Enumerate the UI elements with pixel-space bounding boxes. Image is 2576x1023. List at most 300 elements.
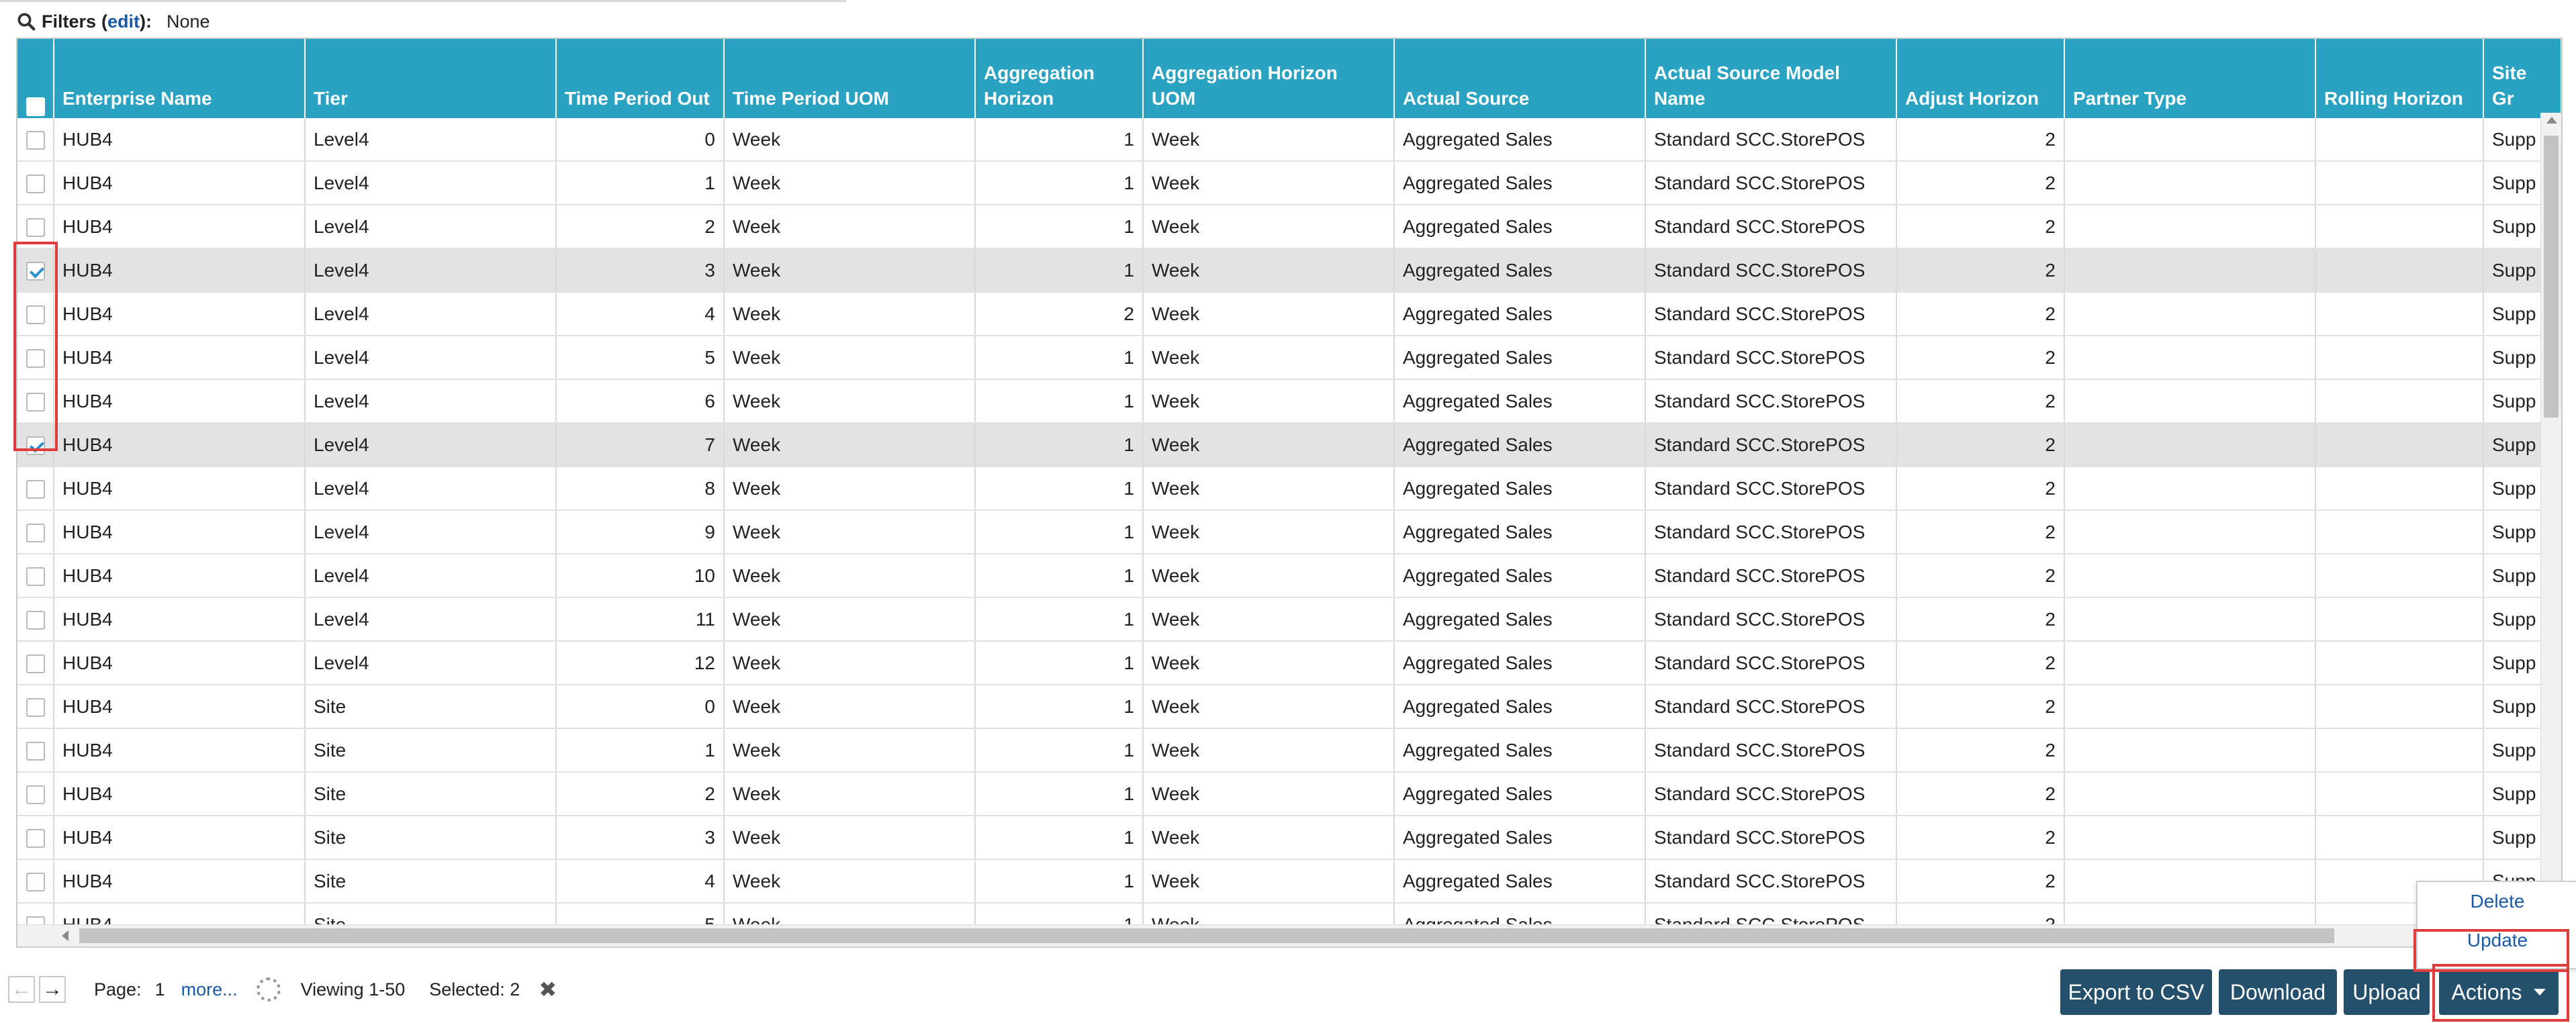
cell-actual-source: Aggregated Sales [1394, 859, 1645, 903]
cell-adjust-horizon: 2 [1896, 685, 2064, 728]
row-checkbox[interactable] [26, 611, 45, 630]
table-row[interactable] [17, 248, 2561, 292]
col-actual-source[interactable]: Actual Source [1394, 39, 1645, 118]
row-checkbox[interactable] [26, 393, 45, 411]
cell-rolling-horizon [2315, 467, 2483, 510]
cell-actual-source: Aggregated Sales [1394, 510, 1645, 554]
page-number: 1 [154, 979, 165, 1000]
cell-aggregation-horizon-uom: Week [1143, 423, 1394, 467]
col-actual-source-model-name[interactable]: Actual Source Model Name [1645, 39, 1896, 118]
cell-adjust-horizon: 2 [1896, 859, 2064, 903]
cell-time-period-out: 8 [556, 467, 724, 510]
next-page-button[interactable]: → [39, 976, 66, 1003]
cell-actual-source-model-name: Standard SCC.StorePOS [1645, 772, 1896, 816]
scroll-left-arrow-icon[interactable] [62, 930, 68, 941]
cell-rolling-horizon [2315, 292, 2483, 336]
cell-time-period-uom: Week [724, 772, 975, 816]
col-site-group[interactable]: Site Gr [2483, 39, 2561, 118]
cell-site-group: Supp [2483, 554, 2561, 597]
table-row[interactable] [17, 379, 2561, 423]
cell-site-group: Supp [2483, 336, 2561, 379]
row-checkbox[interactable] [26, 305, 45, 324]
row-checkbox[interactable] [26, 785, 45, 804]
cell-tier: Level4 [305, 379, 556, 423]
download-button[interactable]: Download [2219, 969, 2337, 1015]
cell-actual-source: Aggregated Sales [1394, 816, 1645, 859]
row-checkbox[interactable] [26, 131, 45, 150]
cell-aggregation-horizon-uom: Week [1143, 554, 1394, 597]
data-grid [16, 38, 2563, 948]
cell-enterprise-name: HUB4 [54, 859, 305, 903]
cell-actual-source-model-name: Standard SCC.StorePOS [1645, 205, 1896, 248]
table-row[interactable] [17, 597, 2561, 641]
cell-aggregation-horizon: 1 [975, 554, 1143, 597]
horizontal-scroll-thumb[interactable] [79, 928, 2334, 943]
cell-tier: Level4 [305, 292, 556, 336]
search-icon [16, 11, 36, 32]
cell-actual-source: Aggregated Sales [1394, 597, 1645, 641]
cell-time-period-out: 2 [556, 205, 724, 248]
cell-tier: Level4 [305, 510, 556, 554]
select-all-cell [17, 39, 54, 118]
page-label: Page: [94, 979, 142, 1000]
table-row[interactable] [17, 510, 2561, 554]
table-row[interactable] [17, 161, 2561, 205]
menu-item-update[interactable]: Update [2467, 930, 2528, 951]
row-checkbox-cell [17, 205, 54, 248]
cell-time-period-out: 0 [556, 685, 724, 728]
cell-site-group: Supp [2483, 205, 2561, 248]
cell-enterprise-name: HUB4 [54, 554, 305, 597]
col-rolling-horizon[interactable]: Rolling Horizon [2315, 39, 2483, 118]
cell-aggregation-horizon-uom: Week [1143, 685, 1394, 728]
horizontal-scrollbar[interactable] [17, 924, 2541, 946]
cell-tier: Site [305, 772, 556, 816]
cell-time-period-out: 7 [556, 423, 724, 467]
cell-tier: Site [305, 816, 556, 859]
table-row[interactable] [17, 467, 2561, 510]
col-time-period-out[interactable]: Time Period Out [556, 39, 724, 118]
cell-aggregation-horizon-uom: Week [1143, 248, 1394, 292]
cell-enterprise-name: HUB4 [54, 205, 305, 248]
row-checkbox[interactable] [26, 349, 45, 368]
cell-aggregation-horizon-uom: Week [1143, 292, 1394, 336]
cell-tier: Level4 [305, 597, 556, 641]
cell-site-group: Supp [2483, 118, 2561, 161]
cell-aggregation-horizon: 1 [975, 118, 1143, 161]
row-checkbox[interactable] [26, 218, 45, 237]
cell-enterprise-name: HUB4 [54, 816, 305, 859]
col-partner-type[interactable]: Partner Type [2064, 39, 2315, 118]
cell-time-period-uom: Week [724, 859, 975, 903]
cell-aggregation-horizon: 1 [975, 597, 1143, 641]
cell-aggregation-horizon-uom: Week [1143, 772, 1394, 816]
cell-adjust-horizon: 2 [1896, 510, 2064, 554]
cell-enterprise-name: HUB4 [54, 467, 305, 510]
cell-time-period-uom: Week [724, 336, 975, 379]
cell-aggregation-horizon: 1 [975, 641, 1143, 685]
cell-aggregation-horizon: 1 [975, 205, 1143, 248]
cell-partner-type [2064, 597, 2315, 641]
cell-tier: Level4 [305, 554, 556, 597]
cell-tier: Level4 [305, 641, 556, 685]
cell-aggregation-horizon: 1 [975, 467, 1143, 510]
row-checkbox[interactable] [26, 436, 45, 455]
cell-partner-type [2064, 554, 2315, 597]
cell-aggregation-horizon: 1 [975, 423, 1143, 467]
cell-adjust-horizon: 2 [1896, 161, 2064, 205]
cell-tier: Level4 [305, 248, 556, 292]
cell-time-period-uom: Week [724, 728, 975, 772]
cell-aggregation-horizon: 1 [975, 859, 1143, 903]
cell-partner-type [2064, 248, 2315, 292]
cell-aggregation-horizon-uom: Week [1143, 336, 1394, 379]
cell-rolling-horizon [2315, 118, 2483, 161]
cell-adjust-horizon: 2 [1896, 248, 2064, 292]
row-checkbox-cell [17, 859, 54, 903]
vertical-scroll-thumb[interactable] [2544, 136, 2559, 418]
cell-adjust-horizon: 2 [1896, 118, 2064, 161]
cell-partner-type [2064, 685, 2315, 728]
cell-site-group: Supp [2483, 467, 2561, 510]
cell-adjust-horizon: 2 [1896, 336, 2064, 379]
col-tier[interactable]: Tier [305, 39, 556, 118]
cell-actual-source: Aggregated Sales [1394, 467, 1645, 510]
cell-tier: Level4 [305, 118, 556, 161]
row-checkbox[interactable] [26, 829, 45, 848]
selected-count: Selected: 2 [429, 979, 520, 1000]
cell-actual-source: Aggregated Sales [1394, 161, 1645, 205]
caret-down-icon [2534, 989, 2546, 995]
cell-time-period-out: 1 [556, 728, 724, 772]
more-pages-link[interactable]: more... [181, 979, 238, 1000]
actions-button[interactable] [2439, 969, 2559, 1015]
cell-enterprise-name: HUB4 [54, 728, 305, 772]
cell-partner-type [2064, 118, 2315, 161]
cell-time-period-uom: Week [724, 423, 975, 467]
cell-aggregation-horizon-uom: Week [1143, 510, 1394, 554]
row-checkbox-cell [17, 816, 54, 859]
cell-enterprise-name: HUB4 [54, 772, 305, 816]
clear-selection-icon[interactable]: ✖ [539, 977, 557, 1002]
cell-rolling-horizon [2315, 816, 2483, 859]
cell-enterprise-name: HUB4 [54, 161, 305, 205]
cell-aggregation-horizon: 1 [975, 379, 1143, 423]
cell-time-period-uom: Week [724, 161, 975, 205]
cell-aggregation-horizon-uom: Week [1143, 467, 1394, 510]
cell-actual-source-model-name: Standard SCC.StorePOS [1645, 597, 1896, 641]
cell-time-period-out: 10 [556, 554, 724, 597]
pagination-bar [8, 971, 557, 1008]
cell-aggregation-horizon-uom: Week [1143, 205, 1394, 248]
cell-tier: Site [305, 728, 556, 772]
cell-site-group: Supp [2483, 510, 2561, 554]
cell-adjust-horizon: 2 [1896, 772, 2064, 816]
cell-site-group: Supp [2483, 161, 2561, 205]
cell-actual-source: Aggregated Sales [1394, 772, 1645, 816]
cell-aggregation-horizon: 1 [975, 161, 1143, 205]
table-row[interactable] [17, 118, 2561, 161]
cell-time-period-uom: Week [724, 597, 975, 641]
filters-bar [16, 8, 210, 35]
row-checkbox[interactable] [26, 175, 45, 193]
cell-aggregation-horizon-uom: Week [1143, 728, 1394, 772]
cell-adjust-horizon: 2 [1896, 292, 2064, 336]
actions-dropdown-menu [2416, 881, 2576, 969]
cell-actual-source: Aggregated Sales [1394, 685, 1645, 728]
cell-time-period-out: 4 [556, 292, 724, 336]
filters-open-paren: ( [101, 11, 108, 32]
cell-time-period-out: 4 [556, 859, 724, 903]
cell-partner-type [2064, 205, 2315, 248]
cell-time-period-out: 12 [556, 641, 724, 685]
row-checkbox[interactable] [26, 480, 45, 499]
cell-adjust-horizon: 2 [1896, 554, 2064, 597]
row-checkbox-cell [17, 728, 54, 772]
cell-site-group: Supp [2483, 248, 2561, 292]
cell-partner-type [2064, 467, 2315, 510]
cell-tier: Level4 [305, 336, 556, 379]
cell-rolling-horizon [2315, 161, 2483, 205]
cell-adjust-horizon: 2 [1896, 816, 2064, 859]
row-checkbox-cell [17, 641, 54, 685]
vertical-scrollbar[interactable] [2540, 113, 2561, 926]
cell-actual-source: Aggregated Sales [1394, 205, 1645, 248]
cell-aggregation-horizon: 1 [975, 772, 1143, 816]
cell-partner-type [2064, 728, 2315, 772]
cell-time-period-out: 3 [556, 248, 724, 292]
cell-time-period-uom: Week [724, 685, 975, 728]
cell-time-period-uom: Week [724, 554, 975, 597]
cell-tier: Level4 [305, 423, 556, 467]
col-enterprise-name[interactable]: Enterprise Name [54, 39, 305, 118]
row-checkbox-cell [17, 118, 54, 161]
row-checkbox[interactable] [26, 742, 45, 761]
cell-site-group: Supp [2483, 597, 2561, 641]
upload-button[interactable]: Upload [2344, 969, 2430, 1015]
cell-rolling-horizon [2315, 510, 2483, 554]
cell-actual-source-model-name: Standard SCC.StorePOS [1645, 728, 1896, 772]
row-checkbox[interactable] [26, 567, 45, 586]
row-checkbox[interactable] [26, 262, 45, 281]
cell-aggregation-horizon: 1 [975, 728, 1143, 772]
cell-actual-source: Aggregated Sales [1394, 336, 1645, 379]
cell-aggregation-horizon: 1 [975, 685, 1143, 728]
cell-actual-source-model-name: Standard SCC.StorePOS [1645, 248, 1896, 292]
filters-value: None [167, 11, 210, 32]
cell-partner-type [2064, 379, 2315, 423]
cell-enterprise-name: HUB4 [54, 336, 305, 379]
cell-site-group: Supp [2483, 641, 2561, 685]
export-csv-button[interactable]: Export to CSV [2060, 969, 2212, 1015]
table-row[interactable] [17, 641, 2561, 685]
prev-page-button[interactable]: ← [8, 976, 35, 1003]
cell-time-period-uom: Week [724, 248, 975, 292]
row-checkbox-cell [17, 510, 54, 554]
row-checkbox-cell [17, 161, 54, 205]
cell-site-group: Supp [2483, 685, 2561, 728]
cell-actual-source: Aggregated Sales [1394, 554, 1645, 597]
cell-time-period-uom: Week [724, 816, 975, 859]
scroll-up-arrow-icon[interactable] [2546, 117, 2557, 124]
cell-actual-source-model-name: Standard SCC.StorePOS [1645, 118, 1896, 161]
row-checkbox-cell [17, 336, 54, 379]
filters-edit-link[interactable]: edit [107, 11, 140, 32]
row-checkbox[interactable] [26, 654, 45, 673]
cell-rolling-horizon [2315, 597, 2483, 641]
cell-time-period-out: 1 [556, 161, 724, 205]
cell-enterprise-name: HUB4 [54, 597, 305, 641]
cell-aggregation-horizon-uom: Week [1143, 161, 1394, 205]
row-checkbox[interactable] [26, 698, 45, 717]
col-adjust-horizon[interactable]: Adjust Horizon [1896, 39, 2064, 118]
row-checkbox-cell [17, 423, 54, 467]
table-row[interactable] [17, 728, 2561, 772]
col-aggregation-horizon-uom[interactable]: Aggregation Horizon UOM [1143, 39, 1394, 118]
cell-time-period-out: 5 [556, 336, 724, 379]
cell-time-period-out: 2 [556, 772, 724, 816]
cell-tier: Site [305, 685, 556, 728]
row-checkbox-cell [17, 685, 54, 728]
table-row[interactable] [17, 859, 2561, 903]
cell-adjust-horizon: 2 [1896, 379, 2064, 423]
col-time-period-uom[interactable]: Time Period UOM [724, 39, 975, 118]
table-row[interactable] [17, 423, 2561, 467]
row-checkbox-cell [17, 772, 54, 816]
cell-aggregation-horizon: 1 [975, 816, 1143, 859]
cell-aggregation-horizon-uom: Week [1143, 816, 1394, 859]
select-all-checkbox[interactable] [26, 97, 45, 116]
cell-actual-source: Aggregated Sales [1394, 248, 1645, 292]
cell-partner-type [2064, 336, 2315, 379]
table-row[interactable] [17, 554, 2561, 597]
cell-time-period-uom: Week [724, 641, 975, 685]
row-checkbox[interactable] [26, 524, 45, 542]
cell-site-group: Supp [2483, 292, 2561, 336]
cell-rolling-horizon [2315, 728, 2483, 772]
cell-rolling-horizon [2315, 336, 2483, 379]
cell-time-period-uom: Week [724, 467, 975, 510]
cell-aggregation-horizon-uom: Week [1143, 118, 1394, 161]
cell-time-period-out: 9 [556, 510, 724, 554]
cell-adjust-horizon: 2 [1896, 205, 2064, 248]
top-divider [0, 0, 846, 2]
cell-site-group: Supp [2483, 728, 2561, 772]
row-checkbox[interactable] [26, 873, 45, 891]
cell-enterprise-name: HUB4 [54, 248, 305, 292]
viewing-range: Viewing 1-50 [300, 979, 406, 1000]
cell-aggregation-horizon-uom: Week [1143, 597, 1394, 641]
table-row[interactable] [17, 336, 2561, 379]
cell-aggregation-horizon-uom: Week [1143, 379, 1394, 423]
cell-actual-source-model-name: Standard SCC.StorePOS [1645, 859, 1896, 903]
loading-spinner-icon [257, 977, 281, 1002]
cell-adjust-horizon: 2 [1896, 728, 2064, 772]
cell-time-period-uom: Week [724, 379, 975, 423]
table-row[interactable] [17, 205, 2561, 248]
cell-actual-source-model-name: Standard SCC.StorePOS [1645, 554, 1896, 597]
cell-partner-type [2064, 859, 2315, 903]
table-body [17, 118, 2561, 946]
row-checkbox-cell [17, 248, 54, 292]
cell-rolling-horizon [2315, 554, 2483, 597]
menu-item-delete[interactable]: Delete [2470, 891, 2525, 912]
table-row[interactable] [17, 685, 2561, 728]
cell-actual-source-model-name: Standard SCC.StorePOS [1645, 641, 1896, 685]
cell-adjust-horizon: 2 [1896, 597, 2064, 641]
cell-actual-source-model-name: Standard SCC.StorePOS [1645, 292, 1896, 336]
cell-tier: Level4 [305, 205, 556, 248]
cell-actual-source: Aggregated Sales [1394, 423, 1645, 467]
cell-adjust-horizon: 2 [1896, 467, 2064, 510]
cell-rolling-horizon [2315, 379, 2483, 423]
cell-actual-source-model-name: Standard SCC.StorePOS [1645, 161, 1896, 205]
cell-enterprise-name: HUB4 [54, 379, 305, 423]
cell-time-period-uom: Week [724, 205, 975, 248]
cell-partner-type [2064, 423, 2315, 467]
cell-partner-type [2064, 816, 2315, 859]
header-row [17, 39, 2561, 118]
cell-site-group: Supp [2483, 379, 2561, 423]
cell-adjust-horizon: 2 [1896, 423, 2064, 467]
col-aggregation-horizon[interactable]: Aggregation Horizon [975, 39, 1143, 118]
cell-tier: Level4 [305, 161, 556, 205]
cell-rolling-horizon [2315, 248, 2483, 292]
cell-time-period-uom: Week [724, 510, 975, 554]
row-checkbox-cell [17, 292, 54, 336]
cell-actual-source: Aggregated Sales [1394, 379, 1645, 423]
cell-time-period-uom: Week [724, 292, 975, 336]
cell-aggregation-horizon: 1 [975, 248, 1143, 292]
cell-enterprise-name: HUB4 [54, 292, 305, 336]
table-row[interactable] [17, 816, 2561, 859]
cell-actual-source-model-name: Standard SCC.StorePOS [1645, 379, 1896, 423]
row-checkbox-cell [17, 554, 54, 597]
cell-actual-source: Aggregated Sales [1394, 728, 1645, 772]
cell-adjust-horizon: 2 [1896, 641, 2064, 685]
cell-rolling-horizon [2315, 641, 2483, 685]
cell-partner-type [2064, 641, 2315, 685]
cell-aggregation-horizon: 2 [975, 292, 1143, 336]
cell-rolling-horizon [2315, 772, 2483, 816]
cell-actual-source-model-name: Standard SCC.StorePOS [1645, 336, 1896, 379]
table-row[interactable] [17, 772, 2561, 816]
cell-rolling-horizon [2315, 423, 2483, 467]
cell-rolling-horizon [2315, 685, 2483, 728]
cell-enterprise-name: HUB4 [54, 423, 305, 467]
cell-aggregation-horizon-uom: Week [1143, 641, 1394, 685]
cell-enterprise-name: HUB4 [54, 685, 305, 728]
cell-partner-type [2064, 161, 2315, 205]
row-checkbox-cell [17, 597, 54, 641]
actions-button-label: Actions [2451, 979, 2522, 1004]
cell-time-period-out: 3 [556, 816, 724, 859]
cell-partner-type [2064, 772, 2315, 816]
cell-aggregation-horizon-uom: Week [1143, 859, 1394, 903]
row-checkbox-cell [17, 379, 54, 423]
table-row[interactable] [17, 292, 2561, 336]
cell-time-period-out: 6 [556, 379, 724, 423]
cell-time-period-uom: Week [724, 118, 975, 161]
cell-site-group: Supp [2483, 816, 2561, 859]
cell-enterprise-name: HUB4 [54, 118, 305, 161]
cell-actual-source-model-name: Standard SCC.StorePOS [1645, 467, 1896, 510]
filters-label: Filters [42, 11, 97, 32]
data-table [17, 39, 2562, 947]
cell-enterprise-name: HUB4 [54, 641, 305, 685]
cell-partner-type [2064, 292, 2315, 336]
cell-actual-source-model-name: Standard SCC.StorePOS [1645, 685, 1896, 728]
